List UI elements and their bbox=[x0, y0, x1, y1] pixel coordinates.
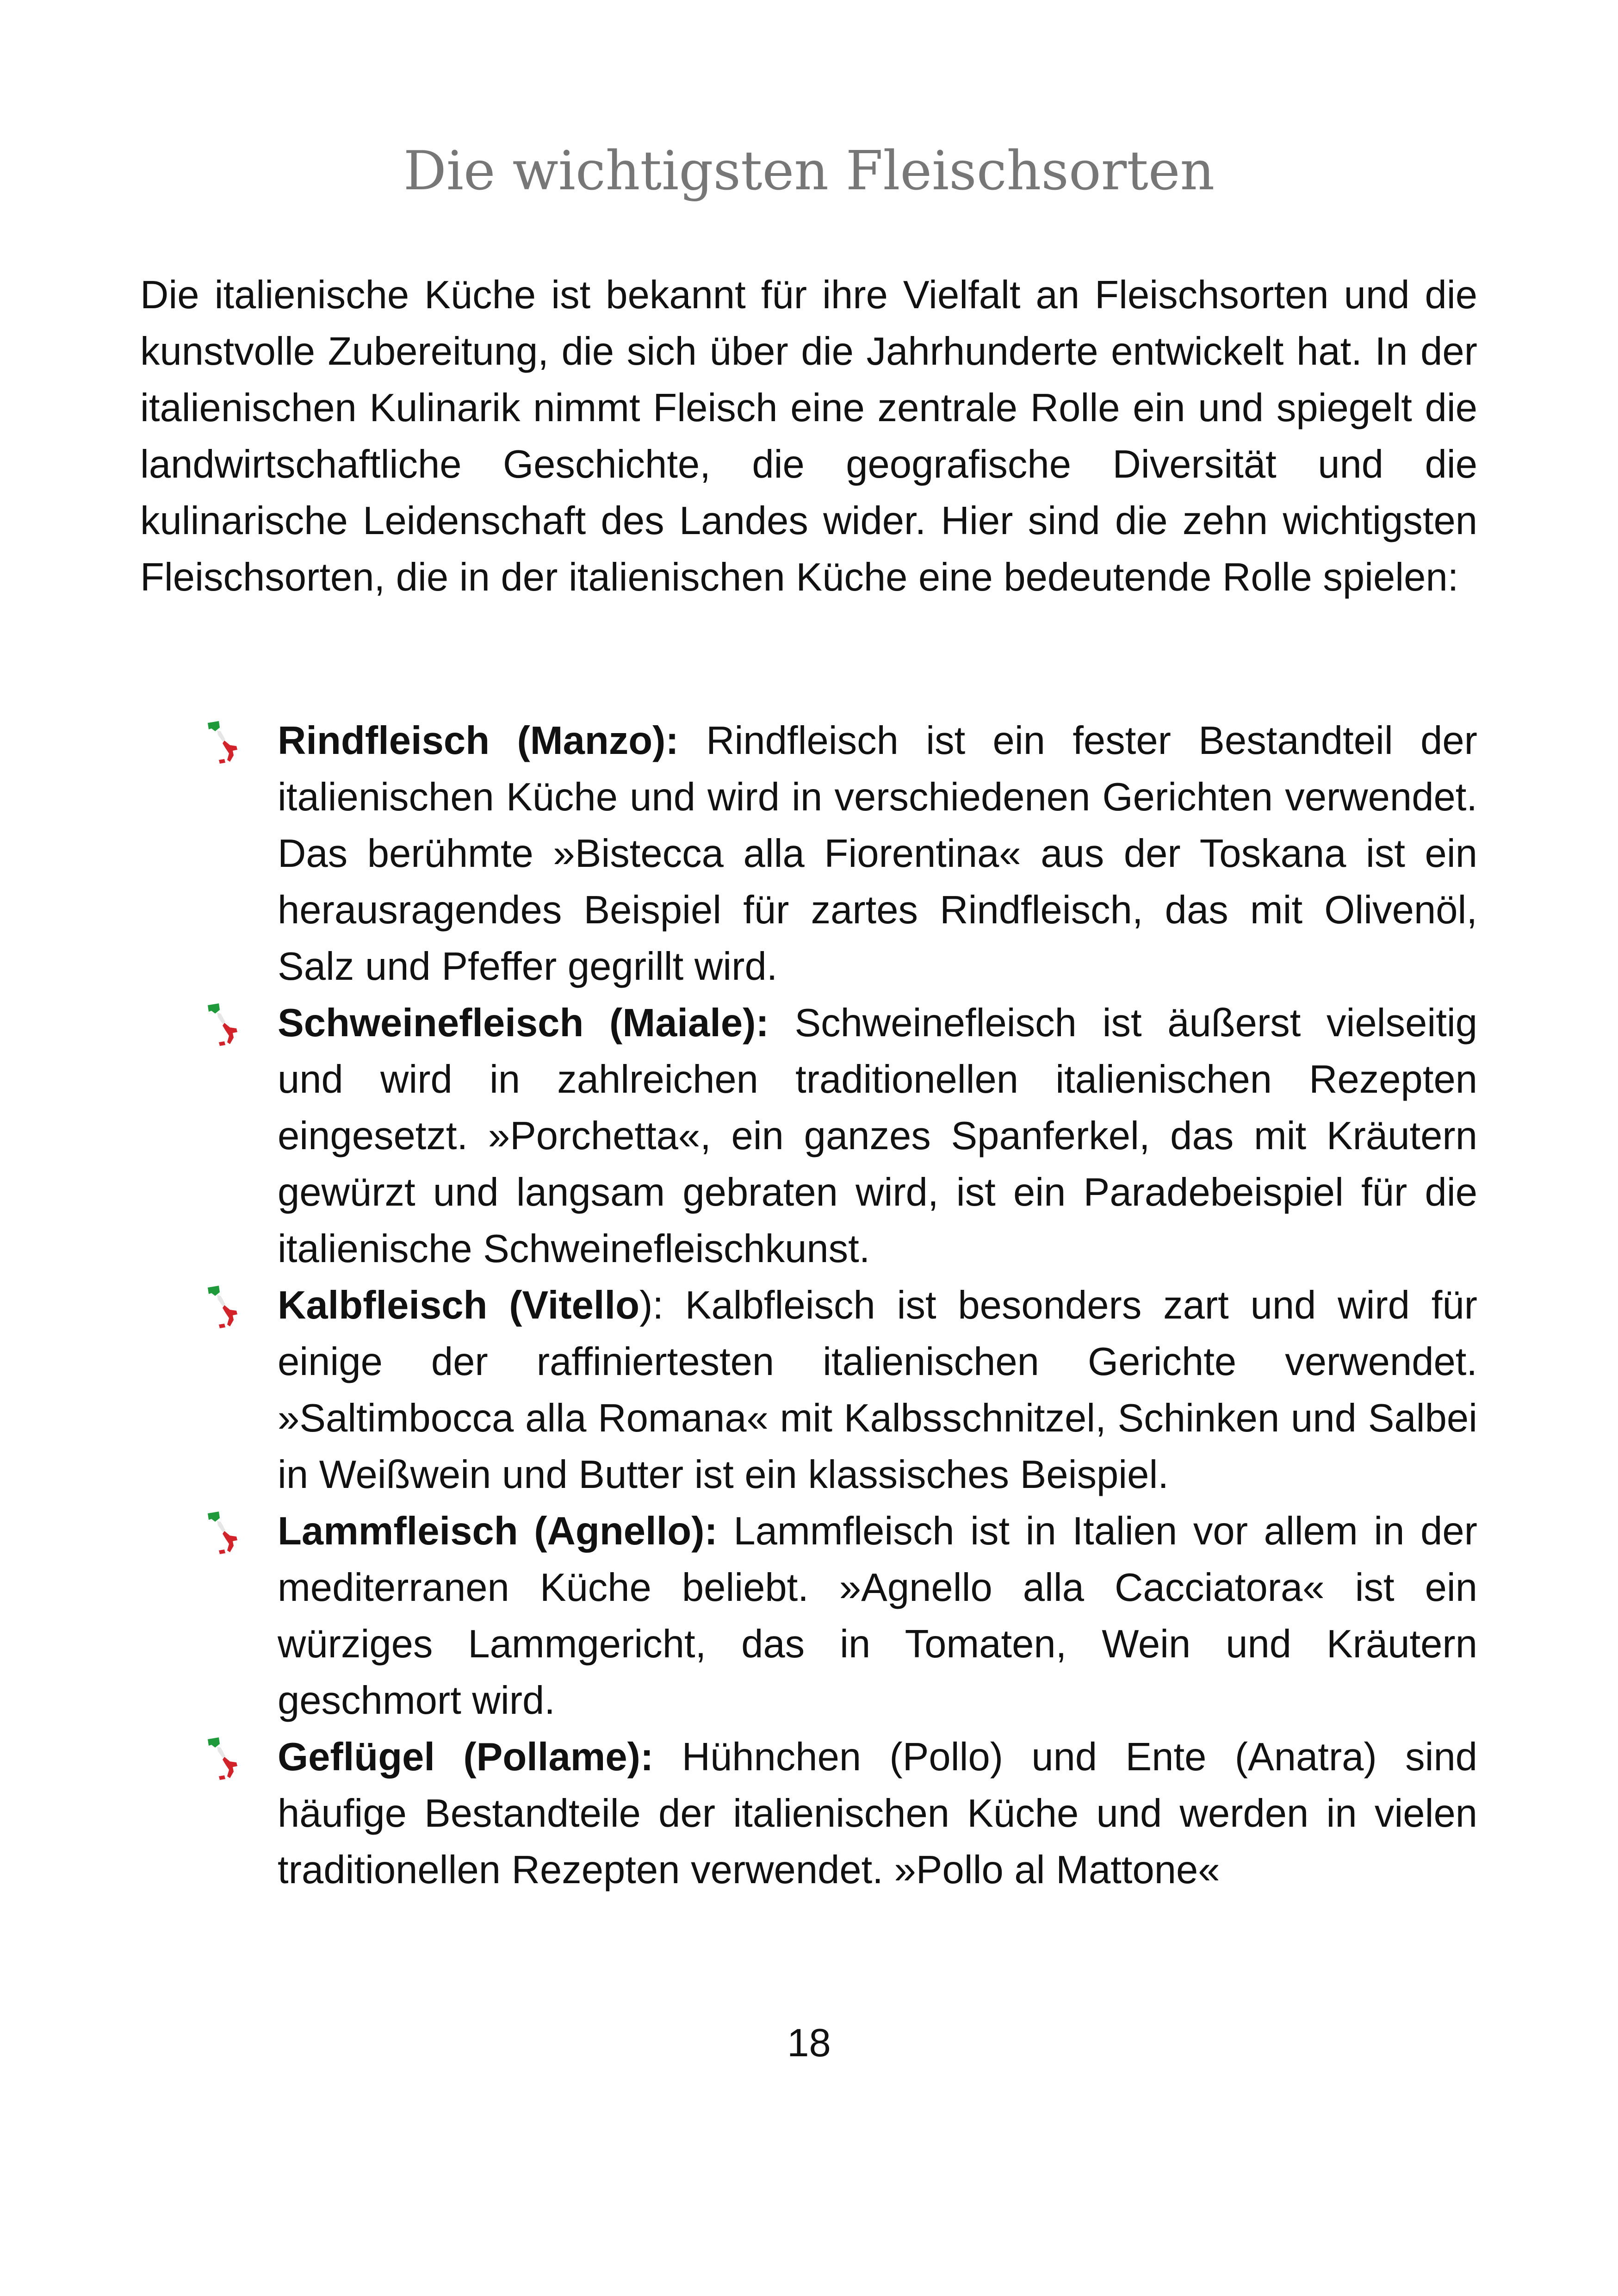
list-item bbox=[204, 1277, 1477, 1503]
italy-map-icon bbox=[206, 1736, 243, 1782]
list-item bbox=[204, 995, 1477, 1277]
list-item bbox=[204, 713, 1477, 995]
list-item bbox=[204, 1729, 1477, 1898]
intro-paragraph: Die italienische Küche ist bekannt für ihre Vielfalt an Fleischsorten und die kunstvolle Zubereitung, die sich über die Jahrhunderte entwickelt hat. In der italienischen Kulinarik nimmt Fleisch eine zentrale Rolle ein und spiegelt die landwirtschaftliche Geschichte, die geografische Diversität und die kulinarische Leidenschaft des Landes wider. Hier sind die zehn wichtigsten Fleischsorten, die in der italienischen Küche eine bedeutende Rolle spielen: bbox=[140, 273, 1477, 599]
italy-map-icon bbox=[206, 1002, 243, 1048]
list-item bbox=[204, 1503, 1477, 1729]
meat-name: Kalbfleisch (Vitello bbox=[278, 1283, 640, 1327]
meat-name: Lammfleisch (Agnello): bbox=[278, 1509, 718, 1553]
meat-name: Schweinefleisch (Maiale): bbox=[278, 1001, 769, 1045]
meat-list bbox=[204, 713, 1477, 1898]
italy-map-icon bbox=[206, 719, 243, 765]
meat-description: Lammfleisch ist in Italien vor allem in der mediterranen Küche beliebt. »Agnello alla Cacciatora« ist ein würziges Lammgericht, das in Tomaten, Wein und Kräutern geschmort wird. bbox=[278, 1509, 1477, 1723]
page-title: Die wichtigsten Fleischsorten bbox=[403, 140, 1215, 202]
meat-description: Hühnchen (Pollo) und Ente (Anatra) sind häufige Bestandteile der italienischen Küche und werden in vielen traditionellen Rezepten verwendet. »Pollo al Mattone« bbox=[278, 1735, 1477, 1892]
italy-map-icon bbox=[206, 1284, 243, 1330]
page-number: 18 bbox=[787, 2021, 831, 2065]
meat-name: Rindfleisch (Manzo): bbox=[278, 719, 679, 763]
meat-description: Schweinefleisch ist äußerst vielseitig und wird in zahlreichen traditionellen italienischen Rezepten eingesetzt. »Porchetta«, ein ganzes Spanferkel, das mit Kräutern gewürzt und langsam gebraten wird, ist ein Paradebeispiel für die italienische Schweinefleischkunst. bbox=[278, 1001, 1477, 1271]
meat-name: Geflügel (Pollame): bbox=[278, 1735, 654, 1779]
italy-map-icon bbox=[206, 1510, 243, 1556]
meat-description: Rindfleisch ist ein fester Bestandteil der italienischen Küche und wird in verschiedenen Gerichten verwendet. Das berühmte »Bistecca alla Fiorentina« aus der Toskana ist ein herausragendes Beispiel für zartes Rindfleisch, das mit Olivenöl, Salz und Pfeffer gegrillt wird. bbox=[278, 719, 1477, 989]
meat-description: ): Kalbfleisch ist besonders zart und wird für einige der raffiniertesten italienischen Gerichte verwendet. »Saltimbocca alla Romana« mit Kalbsschnitzel, Schinken und Salbei in Weißwein und Butter ist ein klassisches Beispiel. bbox=[278, 1283, 1477, 1497]
